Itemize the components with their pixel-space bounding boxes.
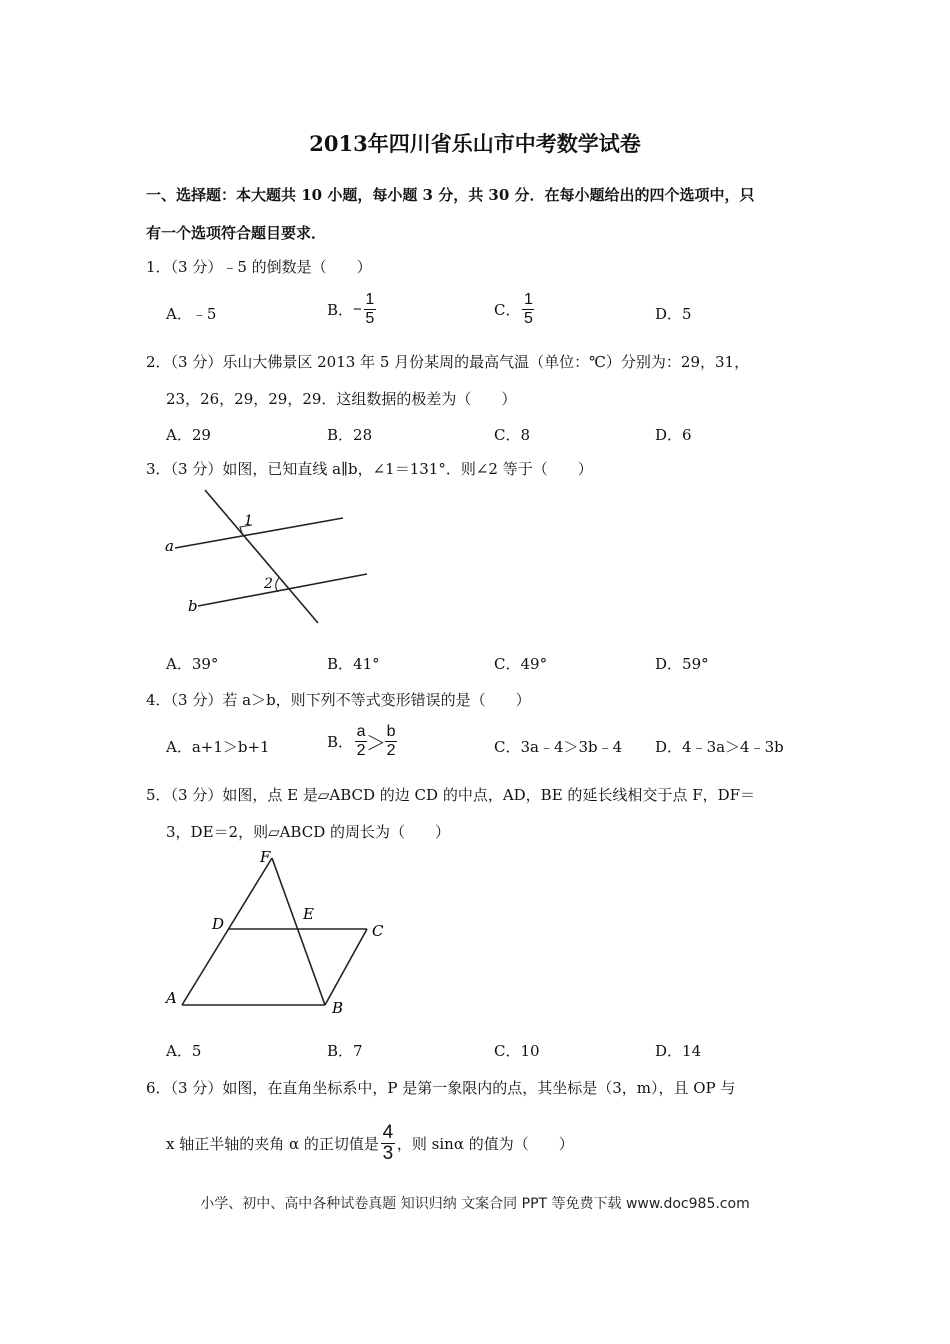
option-b [327,724,399,759]
numerator: 4 [382,1122,394,1143]
line-b-label: b [188,597,198,615]
denominator: 3 [382,1143,394,1164]
option-d: D．59° [655,655,709,673]
option-d: D．14 [655,1042,702,1060]
option-b [327,292,378,327]
numerator: 1 [365,291,375,308]
angle-1-label: 1 [244,513,253,529]
denominator: 5 [365,310,375,327]
option-a: A．a+1＞b+1 [166,738,270,756]
line-af [182,858,272,1005]
question-stem-line2: 3，DE＝2，则▱ABCD 的周长为（ ） [166,823,451,841]
denominator: 2 [356,742,366,759]
option-d: D．5 [655,305,692,323]
fraction-b-over-2 [385,724,397,759]
section-heading-line1: 一、选择题：本大题共 10 小题，每小题 3 分，共 30 分．在每小题给出的四个选项中，只 [146,186,755,204]
option-b: B．7 [327,1042,363,1060]
numerator: b [386,723,396,740]
point-c-label: C [372,922,384,940]
fraction-4-over-3 [381,1124,395,1163]
denominator: 5 [524,310,533,327]
denominator: 2 [386,742,396,759]
question-stem-line1: 6．（3 分）如图，在直角坐标系中，P 是第一象限内的点，其坐标是（3，m），且 OP 与 [146,1079,736,1097]
stem-text-before: x 轴正半轴的夹角 α 的正切值是 [166,1135,379,1153]
question-stem: 1．（3 分）﹣5 的倒数是（ ） [146,258,372,276]
point-a-label: A [166,989,177,1007]
stem-text-after: ，则 sinα 的值为（ ） [396,1135,574,1153]
option-c: C．8 [494,426,531,444]
question-stem-line1: 5．（3 分）如图，点 E 是▱ABCD 的边 CD 的中点，AD，BE 的延长线相交于点 F，DF＝ [146,786,756,804]
option-d: D．4﹣3a＞4﹣3b [655,738,784,756]
line-b [198,574,367,606]
option-c: C．10 [494,1042,540,1060]
side-bc [325,929,367,1005]
question-stem: 4．（3 分）若 a＞b，则下列不等式变形错误的是（ ） [146,691,531,709]
angle-2-mark [276,578,279,592]
page-title: 2013年四川省乐山市中考数学试卷 [309,131,641,156]
parallel-lines-figure [160,485,375,630]
option-a: A．﹣5 [166,305,217,323]
option-label: C． [494,301,521,319]
option-c [494,292,536,327]
transversal-line [205,490,318,623]
point-e-label: E [303,905,314,923]
option-d: D．6 [655,426,692,444]
option-c: C．49° [494,655,548,673]
option-a: A．5 [166,1042,202,1060]
numerator: 1 [524,291,533,308]
line-a [175,518,343,548]
fraction [364,292,376,327]
line-fb [272,858,325,1005]
fraction [522,292,534,327]
point-b-label: B [332,999,344,1017]
option-b: B．41° [327,655,380,673]
angle-2-label: 2 [264,576,273,592]
footer-text: 小学、初中、高中各种试卷真题 知识归纳 文案合同 PPT 等免费下载 www.doc985.com [200,1196,750,1212]
option-c: C．3a﹣4＞3b﹣4 [494,738,623,756]
question-stem: 3．（3 分）如图，已知直线 a∥b，∠1＝131°．则∠2 等于（ ） [146,460,593,478]
option-label: B． [327,733,354,751]
option-a: A．29 [166,426,211,444]
option-b: B．28 [327,426,373,444]
point-d-label: D [212,915,225,933]
parallelogram-figure [160,845,395,1020]
minus-sign: − [353,301,362,318]
greater-than-sign: ＞ [366,733,387,755]
point-f-label: F [260,848,271,866]
line-a-label: a [165,537,174,555]
question-stem-line2: 23，26，29，29，29．这组数据的极差为（ ） [166,390,517,408]
numerator: a [356,723,366,740]
question-stem-line1: 2．（3 分）乐山大佛景区 2013 年 5 月份某周的最高气温（单位：℃）分别为：29，31， [146,353,750,371]
option-a: A．39° [166,655,219,673]
option-label: B． [327,301,354,319]
section-heading-line2: 有一个选项符合题目要求． [146,224,327,242]
question-stem-line2 [166,1124,574,1163]
